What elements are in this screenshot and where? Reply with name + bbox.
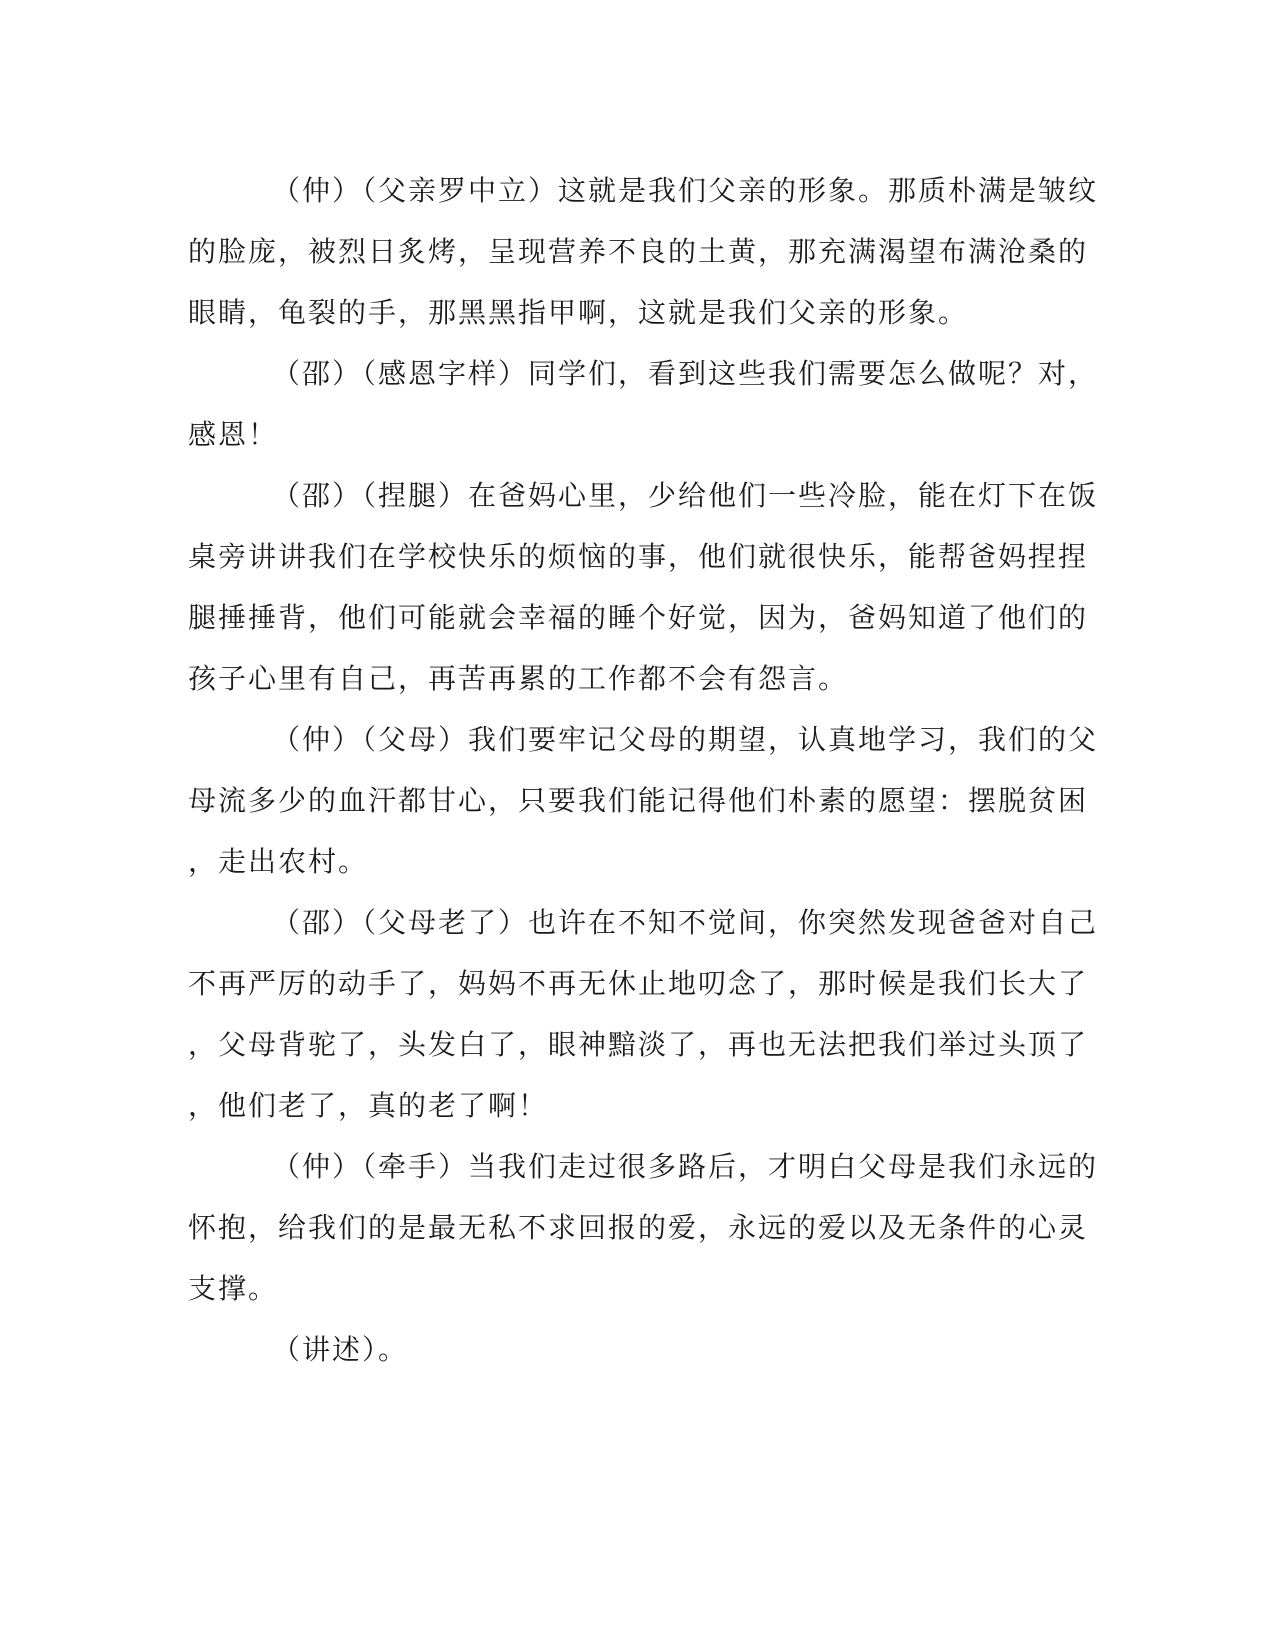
text-line: ，走出农村。 [188,845,369,878]
text-line: 感恩！ [188,418,279,451]
text-line: 眼睛，龟裂的手，那黑黑指甲啊，这就是我们父亲的形象。 [188,296,969,329]
paragraph-7 [188,1319,1068,1380]
text-line: （邵）（感恩字样）同学们，看到这些我们需要怎么做呢？对， [272,357,1099,390]
text-line: （讲述）。 [272,1333,409,1366]
text-line: （仲）（牵手）当我们走过很多路后，才明白父母是我们永远的 [272,1150,1099,1183]
paragraph-2 [188,343,1099,465]
text-line: （仲）（父亲罗中立）这就是我们父亲的形象。那质朴满是皱纹 [272,174,1099,207]
document-body [188,160,1099,1380]
text-line: 孩子心里有自己，再苦再累的工作都不会有怨言。 [188,662,849,695]
paragraph-3 [188,465,1099,709]
text-line: （邵）（父母老了）也许在不知不觉间，你突然发现爸爸对自己 [272,906,1099,939]
text-line: 母流多少的血汗都甘心，只要我们能记得他们朴素的愿望：摆脱贫困 [188,784,1089,817]
text-line: ，他们老了，真的老了啊！ [188,1089,549,1122]
text-line: 支撑。 [188,1272,279,1305]
text-line: ，父母背驼了，头发白了，眼神黯淡了，再也无法把我们举过头顶了 [188,1028,1089,1061]
text-line: 怀抱，给我们的是最无私不求回报的爱，永远的爱以及无条件的心灵 [188,1211,1089,1244]
paragraph-1 [188,160,1099,343]
text-line: 桌旁讲讲我们在学校快乐的烦恼的事，他们就很快乐，能帮爸妈捏捏 [188,540,1089,573]
paragraph-4 [188,709,1099,892]
paragraph-6 [188,1136,1099,1319]
text-line: 不再严厉的动手了，妈妈不再无休止地叨念了，那时候是我们长大了 [188,967,1089,1000]
paragraph-5 [188,892,1099,1136]
text-line: （邵）（捏腿）在爸妈心里，少给他们一些冷脸，能在灯下在饭 [272,479,1099,512]
text-line: 的脸庞，被烈日炙烤，呈现营养不良的土黄，那充满渴望布满沧桑的 [188,235,1089,268]
text-line: （仲）（父母）我们要牢记父母的期望，认真地学习，我们的父 [272,723,1099,756]
text-line: 腿捶捶背，他们可能就会幸福的睡个好觉，因为，爸妈知道了他们的 [188,601,1089,634]
